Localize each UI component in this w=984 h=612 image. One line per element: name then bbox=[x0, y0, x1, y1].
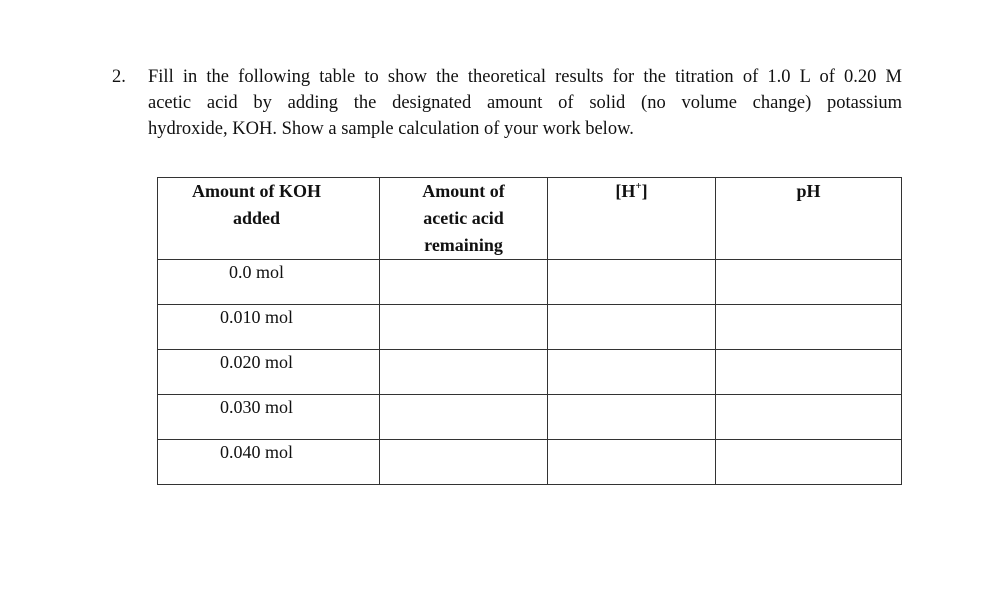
header-ph bbox=[716, 178, 902, 260]
cell-acid-remaining[interactable] bbox=[380, 395, 548, 440]
table-header-row bbox=[158, 178, 902, 260]
cell-h-plus[interactable] bbox=[548, 260, 716, 305]
cell-acid-remaining[interactable] bbox=[380, 305, 548, 350]
header-h-plus bbox=[548, 178, 716, 260]
titration-table bbox=[157, 177, 902, 485]
cell-koh-amount bbox=[158, 350, 380, 395]
cell-ph[interactable] bbox=[716, 350, 902, 395]
koh-amount-text: 0.0 mol bbox=[228, 262, 284, 282]
header-h-plus-sup: + bbox=[635, 180, 642, 192]
cell-acid-remaining[interactable] bbox=[380, 440, 548, 485]
table-row bbox=[158, 395, 902, 440]
header-h-plus-base: [H bbox=[615, 181, 636, 201]
cell-ph[interactable] bbox=[716, 260, 902, 305]
cell-ph[interactable] bbox=[716, 305, 902, 350]
table-row bbox=[158, 350, 902, 395]
koh-amount-text: 0.010 mol bbox=[219, 307, 293, 327]
cell-koh-amount bbox=[158, 260, 380, 305]
cell-h-plus[interactable] bbox=[548, 350, 716, 395]
header-ph-label: pH bbox=[796, 181, 821, 201]
header-acid-line-3: remaining bbox=[424, 235, 503, 255]
cell-acid-remaining[interactable] bbox=[380, 260, 548, 305]
header-koh-added bbox=[158, 178, 380, 260]
question-line-1: Fill in the following table to show the theoretical results for the titration of 1.0 L of 0.20 M bbox=[148, 67, 902, 87]
header-h-plus-close: ] bbox=[641, 181, 648, 201]
cell-h-plus[interactable] bbox=[548, 440, 716, 485]
cell-h-plus[interactable] bbox=[548, 395, 716, 440]
cell-ph[interactable] bbox=[716, 440, 902, 485]
cell-koh-amount bbox=[158, 395, 380, 440]
header-acid-line-2: acetic acid bbox=[423, 208, 504, 228]
table-row bbox=[158, 260, 902, 305]
question-text bbox=[148, 64, 902, 142]
koh-amount-text: 0.030 mol bbox=[219, 397, 293, 417]
cell-ph[interactable] bbox=[716, 395, 902, 440]
header-acid-line-1: Amount of bbox=[422, 181, 505, 201]
question-line-2: acetic acid by adding the designated amount of solid (no volume change) potassium bbox=[148, 93, 902, 113]
koh-amount-text: 0.020 mol bbox=[219, 352, 293, 372]
question-number: 2. bbox=[112, 67, 126, 87]
cell-koh-amount bbox=[158, 305, 380, 350]
question-block bbox=[112, 64, 902, 142]
header-koh-line-2: added bbox=[232, 208, 281, 228]
cell-h-plus[interactable] bbox=[548, 305, 716, 350]
header-acid-remaining bbox=[380, 178, 548, 260]
question-line-3: hydroxide, KOH. Show a sample calculation of your work below. bbox=[148, 119, 634, 139]
koh-amount-text: 0.040 mol bbox=[219, 442, 293, 462]
table-row bbox=[158, 305, 902, 350]
header-koh-line-1: Amount of KOH bbox=[191, 181, 321, 201]
table-row bbox=[158, 440, 902, 485]
cell-acid-remaining[interactable] bbox=[380, 350, 548, 395]
cell-koh-amount bbox=[158, 440, 380, 485]
